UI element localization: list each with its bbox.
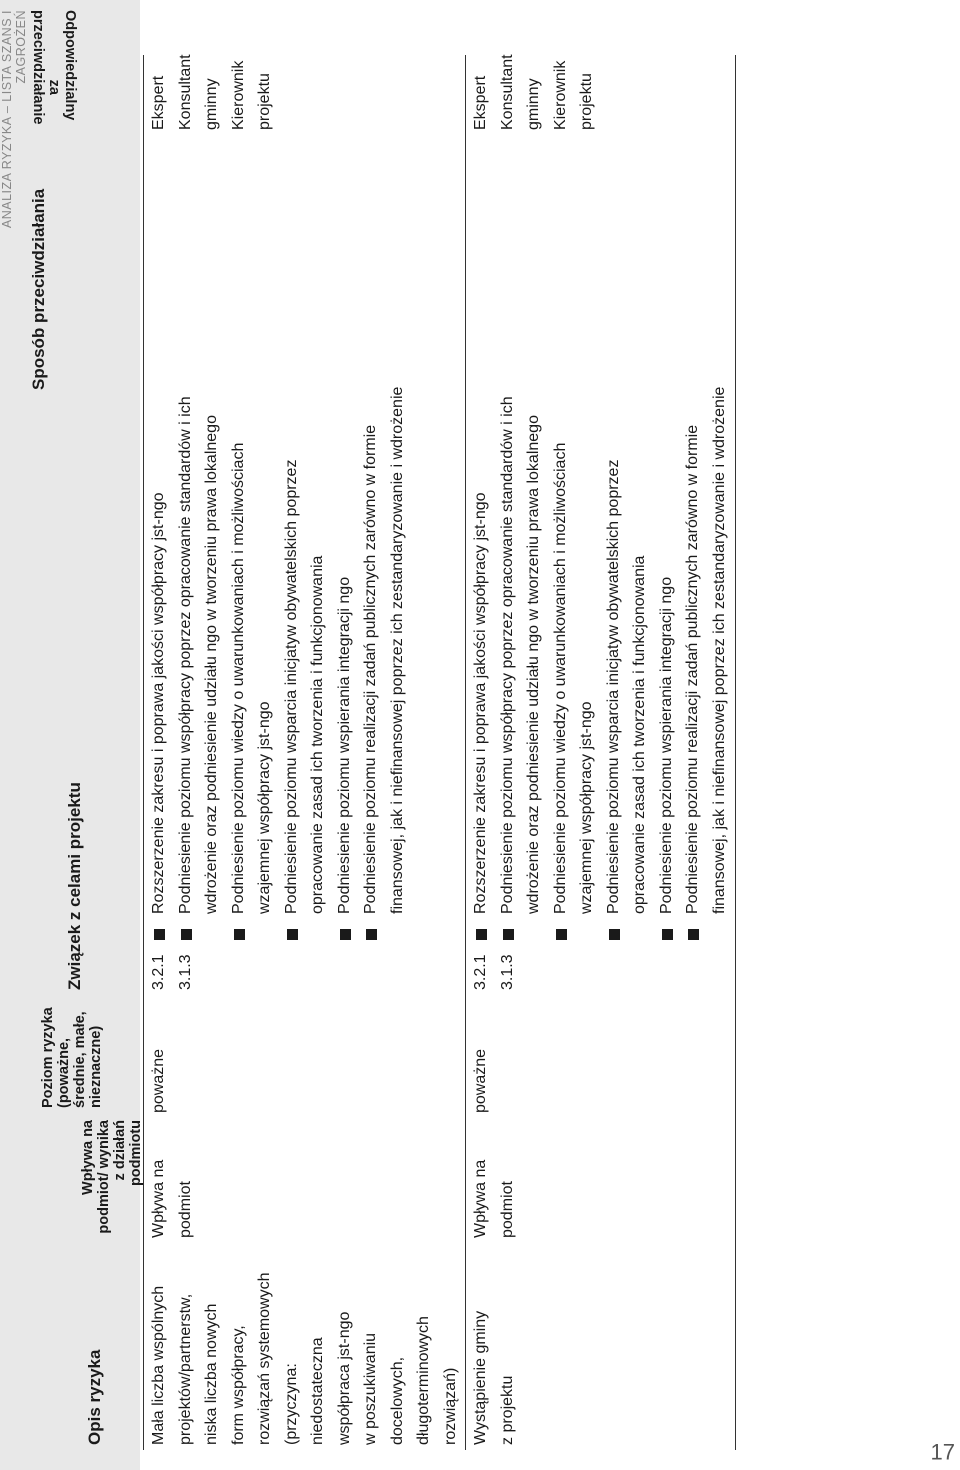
row2-sposob-item: Podniesienie poziomu wspierania integracji ngo (654, 160, 681, 940)
row-divider-top (143, 55, 144, 1450)
running-header: ANALIZA RYZYKA – LISTA SZANS I ZAGROŻEŃ (0, 10, 28, 229)
row2-sposob-item: Podniesienie poziomu współpracy poprzez opracowanie standardów i ich wdrożenie oraz podniesienie udziału ngo w tworzeniu prawa lokalnego (495, 160, 548, 940)
header-sposob: Sposób przeciwdziałania (29, 188, 48, 390)
row-divider-middle (465, 55, 466, 1450)
row1-wplywa: Wpływa na podmiot (150, 1159, 194, 1238)
row1-sposob-item: Podniesienie poziomu współpracy poprzez opracowanie standardów i ich wdrożenie oraz podniesienie udziału ngo w tworzeniu prawa lokalnego (173, 160, 226, 940)
row1-sposob (146, 160, 411, 940)
row2-wplywa: Wpływa na podmiot (472, 1159, 516, 1238)
row2-sposob (468, 160, 733, 940)
row1-odpowiedzialny: Ekspert Konsultant gminny Kierownik projektu (150, 54, 273, 130)
row1-sposob-item: Podniesienie poziomu wsparcia inicjatyw obywatelskich poprzez opracowanie zasad ich tworzenia i funkcjonowania (279, 160, 332, 940)
row2-sposob-item: Podniesienie poziomu wsparcia inicjatyw obywatelskich poprzez opracowanie zasad ich tworzenia i funkcjonowania (601, 160, 654, 940)
row1-sposob-item: Podniesienie poziomu wiedzy o uwarunkowaniach i możliwościach wzajemnej współpracy jst-ngo (226, 160, 279, 940)
row2-sposob-item: Podniesienie poziomu wiedzy o uwarunkowaniach i możliwościach wzajemnej współpracy jst-ngo (548, 160, 601, 940)
header-wplywa: Wpływa na podmiot/ wynika z działań podmiotu (80, 1120, 144, 1234)
row2-zwiazek: 3.2.1 3.1.3 (472, 954, 516, 990)
header-zwiazek: Związek z celami projektu (65, 782, 84, 990)
row1-poziom: poważne (150, 1048, 167, 1113)
row1-sposob-item: Rozszerzenie zakresu i poprawa jakości współpracy jst-ngo (146, 160, 173, 940)
row-divider-bottom (735, 55, 736, 1450)
page-number: 17 (930, 1439, 955, 1465)
row2-odpowiedzialny: Ekspert Konsultant gminny Kierownik projektu (472, 54, 595, 130)
header-opis: Opis ryzyka (85, 1349, 104, 1445)
header-odpowiedzialny: Odpowiedzialny za przeciwdziałanie (30, 10, 78, 125)
row1-opis: Mała liczba wspólnych projektów/partnerstw, niska liczba nowych form współpracy, rozwiązań systemowych (przyczyna: niedostateczna współpraca jst-ngo w poszukiwaniu docelowych, długoterminowych rozwiązań) (150, 1272, 459, 1445)
row1-zwiazek: 3.2.1 3.1.3 (150, 954, 194, 990)
row2-poziom: poważne (472, 1048, 489, 1113)
row2-sposob-item: Podniesienie poziomu realizacji zadań publicznych zarówno w formie finansowej, jak i niefinansowej poprzez ich zestandaryzowanie i wdrożenie (680, 160, 733, 940)
row2-sposob-item: Rozszerzenie zakresu i poprawa jakości współpracy jst-ngo (468, 160, 495, 940)
row1-sposob-item: Podniesienie poziomu wspierania integracji ngo (332, 160, 359, 940)
header-poziom: Poziom ryzyka (poważne, średnie, małe, nieznaczne) (40, 1007, 104, 1108)
row2-opis: Wystąpienie gminy z projektu (472, 1310, 516, 1445)
row1-sposob-item: Podniesienie poziomu realizacji zadań publicznych zarówno w formie finansowej, jak i niefinansowej poprzez ich zestandaryzowanie i wdrożenie (358, 160, 411, 940)
